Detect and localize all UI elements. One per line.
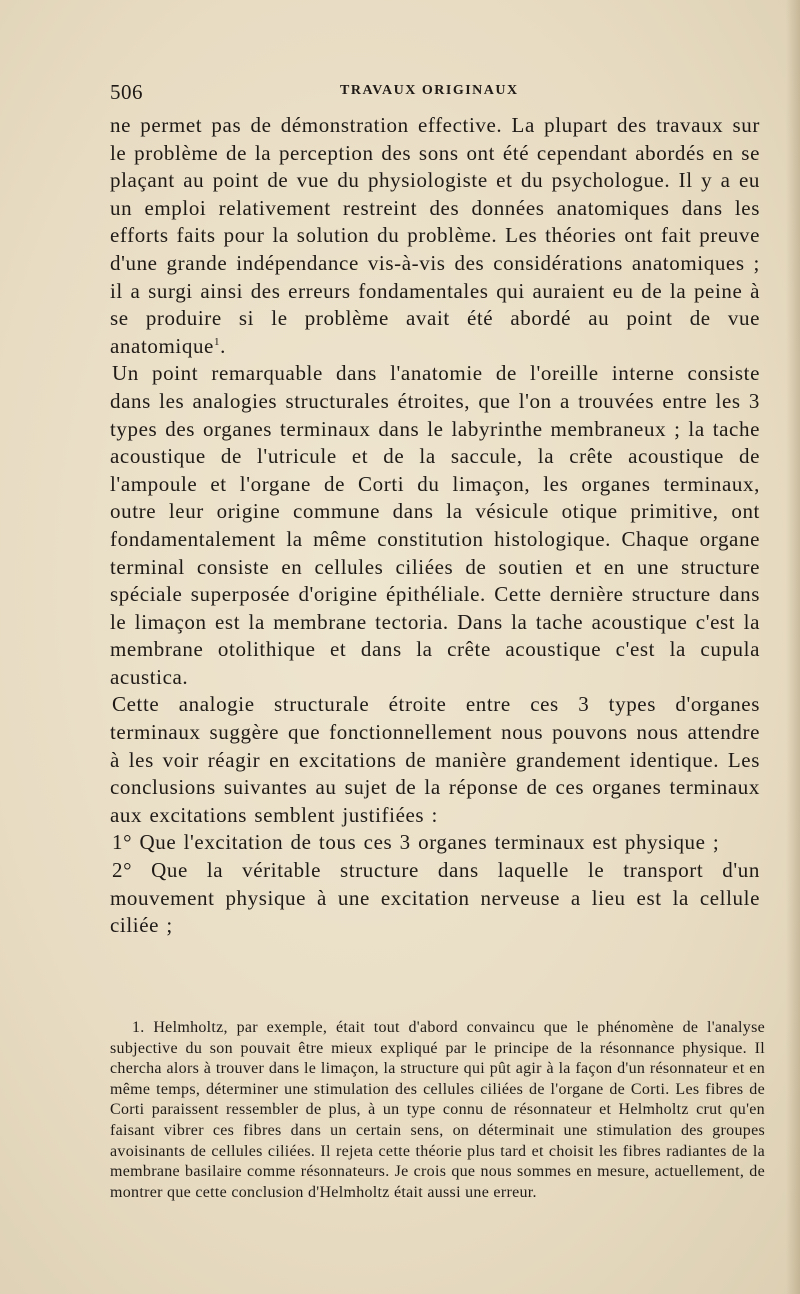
running-title: TRAVAUX ORIGINAUX bbox=[340, 83, 519, 98]
footnotes bbox=[110, 1018, 765, 1203]
footnote-1: 1. Helmholtz, par exemple, était tout d'abord convaincu que le phénomène de l'analyse subjective du son pouvait être mieux expliqué par le principe de la résonnance physique. Il chercha alors à trouver dans le limaçon, la structure qui pût agir à la façon d'un résonnateur et en même temps, déterminer une stimulation des cellules ciliées de l'organe de Corti. Les fibres de Corti paraissent ressembler de plus, à un type connu de résonnateur et Helmholtz crut qu'en faisant vibrer ces fibres dans un certain sens, on déterminait une stimulation des groupes avoisinants de cellules ciliées. Il rejeta cette théorie plus tard et choisit les fibres radiantes de la membrane basilaire comme résonnateurs. Je crois que nous sommes en mesure, actuellement, de montrer que cette conclusion d'Helmholtz était aussi une erreur. bbox=[110, 1019, 765, 1201]
paragraph-3: Cette analogie structurale étroite entre ces 3 types d'organes terminaux suggère que fonctionnellement nous pouvons nous attendre à les voir réagir en excitations de manière grandement identique. Les conclusions suivantes au sujet de la réponse de ces organes terminaux aux excitations semblent justifiées : bbox=[110, 692, 760, 827]
paragraph-1-text: ne permet pas de démonstration effective. La plupart des travaux sur le problème de la perception des sons ont été cependant abordés en se plaçant au point de vue du physiologiste et du psychologue. Il y a eu un emploi relativement restreint des données anatomiques dans les efforts faits pour la solution du problème. Les théories ont fait preuve d'une grande indépendance vis-à-vis des considérations anatomiques ; il a surgi ainsi des erreurs fondamentales qui auraient eu de la peine à se produire si le problème avait été abordé au point de vue anatomique bbox=[110, 113, 760, 358]
page-number: 506 bbox=[110, 80, 143, 104]
paragraph-1-end: . bbox=[220, 333, 226, 358]
body-text bbox=[110, 112, 760, 940]
paragraph-1 bbox=[110, 112, 760, 360]
paragraph-5: 2° Que la véritable structure dans laquelle le transport d'un mouvement physique à une excitation nerveuse a lieu est la cellule ciliée ; bbox=[110, 858, 760, 938]
footnote-reference: 1 bbox=[213, 335, 221, 348]
paragraph-2: Un point remarquable dans l'anatomie de l'oreille interne consiste dans les analogies structurales étroites, que l'on a trouvées entre les 3 types des organes terminaux dans le labyrinthe membraneux ; la tache acoustique de l'utricule et de la saccule, la crête acoustique de l'ampoule et l'organe de Corti du limaçon, les organes terminaux, outre leur origine commune dans la vésicule otique primitive, ont fondamentalement la même constitution histologique. Chaque organe terminal consiste en cellules ciliées de soutien et en une structure spéciale superposée d'origine épithéliale. Cette dernière structure dans le limaçon est la membrane tectoria. Dans la tache acoustique c'est la membrane otolithique et dans la crête acoustique c'est la cupula acustica. bbox=[110, 361, 760, 689]
page-header bbox=[110, 80, 760, 106]
paragraph-4: 1° Que l'excitation de tous ces 3 organes terminaux est physique ; bbox=[112, 830, 720, 855]
page-edge-shadow bbox=[786, 0, 800, 1294]
